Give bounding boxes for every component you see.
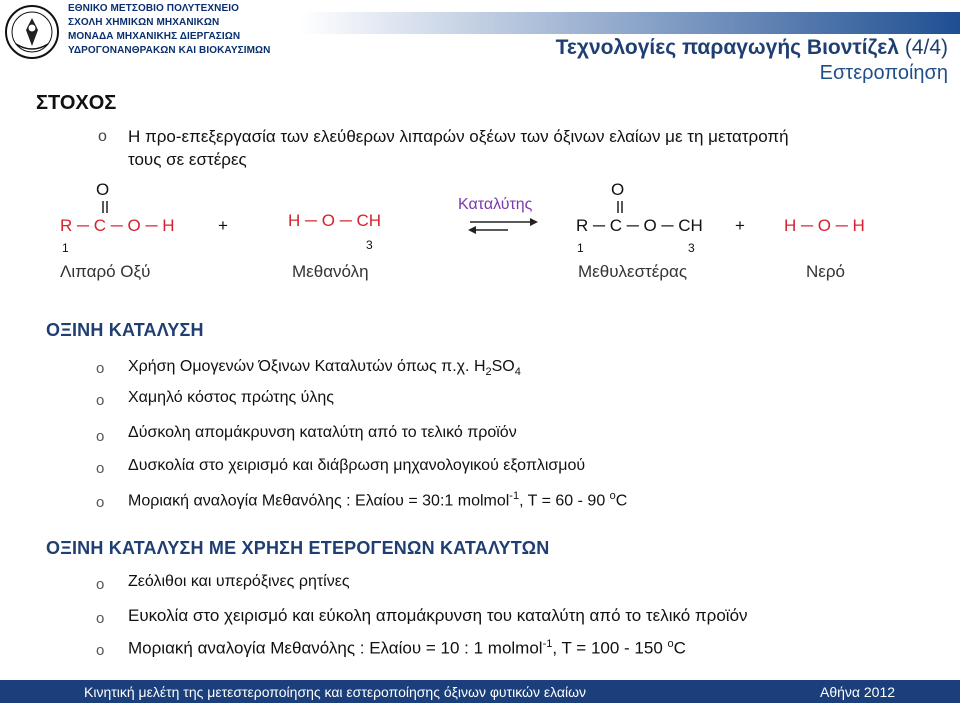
goal-text-line-1: Η προ-επεξεργασία των ελεύθερων λιπαρών οξέων των όξινων ελαίων με τη μετατροπή xyxy=(128,127,789,146)
item-text: , T = 100 - 150 xyxy=(552,638,668,658)
list-item: Δυσκολία στο χειρισμό και διάβρωση μηχανολογικού εξοπλισμού xyxy=(128,457,586,474)
ester-double-bond-icon xyxy=(614,200,626,214)
institution-line-2: ΣΧΟΛΗ ΧΗΜΙΚΩΝ ΜΗΧΑΝΙΚΩΝ xyxy=(68,17,220,28)
plus-sign-2: + xyxy=(735,216,745,235)
section-heterogeneous-catalysis-heading: ΟΞΙΝΗ ΚΑΤΑΛΥΣΗ ΜΕ ΧΡΗΣΗ ΕΤΕΡΟΓΕΝΩΝ ΚΑΤΑΛΥΤΩΝ xyxy=(46,538,550,558)
item-text: C xyxy=(673,638,686,658)
label-methyl-ester: Μεθυλεστέρας xyxy=(578,262,688,281)
slide-title xyxy=(556,36,948,60)
item-subscript: 4 xyxy=(514,366,521,379)
water-formula: H ─ O ─ H xyxy=(784,216,865,235)
ester-subscript-3: 3 xyxy=(688,241,695,255)
item-subscript: 2 xyxy=(485,366,492,379)
list-bullet: o xyxy=(96,576,105,593)
list-item: Χαμηλό κόστος πρώτης ύλης xyxy=(128,389,335,406)
list-item: Δύσκολη απομάκρυνση καταλύτη από το τελικό προϊόν xyxy=(128,424,517,441)
header-band xyxy=(300,12,960,34)
list-bullet: o xyxy=(96,392,105,409)
university-seal-icon xyxy=(4,4,60,60)
item-text: C xyxy=(615,492,628,510)
item-superscript: o xyxy=(667,638,674,650)
footer-title: Κινητική μελέτη της μετεστεροποίησης και εστεροποίησης όξινων φυτικών ελαίων xyxy=(84,684,587,700)
list-bullet: o xyxy=(96,428,105,445)
list-item: Ζεόλιθοι και υπερόξινες ρητίνες xyxy=(128,573,350,590)
item-superscript: -1 xyxy=(542,638,553,650)
list-item xyxy=(128,358,521,378)
catalyst-label: Καταλύτης xyxy=(458,196,533,213)
item-formula: SO xyxy=(491,358,515,375)
label-methanol: Μεθανόλη xyxy=(292,262,369,281)
plus-sign-1: + xyxy=(218,216,228,235)
acid-formula: R ─ C ─ O ─ H xyxy=(60,216,175,235)
item-superscript: o xyxy=(609,490,616,502)
list-item xyxy=(128,490,627,510)
section-acid-catalysis-heading: ΟΞΙΝΗ ΚΑΤΑΛΥΣΗ xyxy=(46,320,204,340)
equilibrium-arrows-icon xyxy=(468,218,540,234)
item-text: Μοριακή αναλογία Μεθανόλης : Ελαίου = 10 : 1 molmol xyxy=(128,638,543,658)
list-bullet: o xyxy=(96,360,105,377)
label-water: Νερό xyxy=(806,262,845,281)
list-bullet: o xyxy=(96,460,105,477)
methanol-formula: H ─ O ─ CH xyxy=(288,211,382,230)
methanol-subscript: 3 xyxy=(366,238,373,252)
item-text: Χρήση Ομογενών Όξινων Καταλυτών όπως π.χ. Η xyxy=(128,358,486,375)
goal-bullet: o xyxy=(98,128,107,145)
acid-double-bond-icon xyxy=(99,200,111,214)
goal-heading: ΣΤΟΧΟΣ xyxy=(36,92,117,114)
slide-title-text: Τεχνολογίες παραγωγής Βιοντίζελ xyxy=(555,36,899,59)
slide-subtitle: Εστεροποίηση xyxy=(819,62,948,84)
institution-line-4: ΥΔΡΟΓΟΝΑΝΘΡΑΚΩΝ ΚΑΙ ΒΙΟΚΑΥΣΙΜΩΝ xyxy=(68,45,271,56)
item-text: , T = 60 - 90 xyxy=(519,492,610,510)
list-bullet: o xyxy=(96,642,105,659)
ester-subscript-1: 1 xyxy=(577,241,584,255)
acid-carbonyl-oxygen: O xyxy=(96,180,110,199)
list-item: Ευκολία στο χειρισμό και εύκολη απομάκρυνση του καταλύτη από το τελικό προϊόν xyxy=(128,606,748,625)
item-text: Μοριακή αναλογία Μεθανόλης : Ελαίου = 30:1 molmol xyxy=(128,492,510,510)
label-fatty-acid: Λιπαρό Οξύ xyxy=(60,262,151,281)
ester-carbonyl-oxygen: O xyxy=(611,180,625,199)
goal-text-line-2: τους σε εστέρες xyxy=(128,150,247,169)
institution-line-3: ΜΟΝΑΔΑ ΜΗΧΑΝΙΚΗΣ ΔΙΕΡΓΑΣΙΩΝ xyxy=(68,31,241,42)
slide-page-indicator: (4/4) xyxy=(904,36,948,59)
list-bullet: o xyxy=(96,494,105,511)
footer-location-year: Αθήνα 2012 xyxy=(820,684,896,700)
ester-formula: R ─ C ─ O ─ CH xyxy=(576,216,703,235)
institution-line-1: ΕΘΝΙΚΟ ΜΕΤΣΟΒΙΟ ΠΟΛΥΤΕΧΝΕΙΟ xyxy=(68,3,239,14)
list-bullet: o xyxy=(96,610,105,627)
item-superscript: -1 xyxy=(509,490,520,502)
list-item xyxy=(128,638,686,659)
acid-subscript: 1 xyxy=(62,241,69,255)
